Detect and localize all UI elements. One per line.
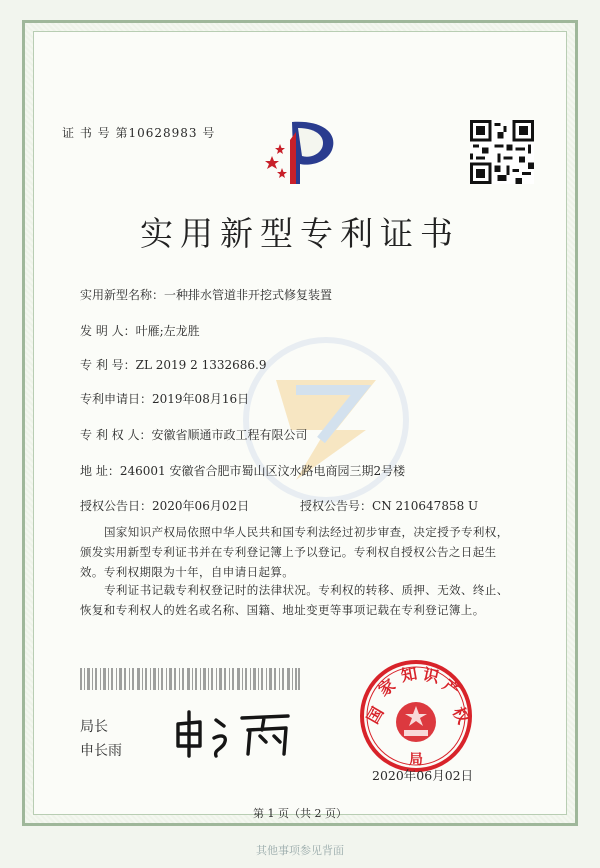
qr-code-icon <box>470 120 534 184</box>
grant-number-row <box>300 497 478 514</box>
director-title: 局长 <box>80 719 108 735</box>
field-value: 2019年08月16日 <box>152 392 250 406</box>
field-value: 安徽省顺通市政工程有限公司 <box>151 428 308 442</box>
field-value: 一种排水管道非开挖式修复装置 <box>164 288 333 302</box>
svg-text:知: 知 <box>399 663 419 686</box>
field-inventor <box>80 322 200 339</box>
field-label: 专利申请日： <box>80 392 153 406</box>
grant-number-label: 授权公告号： <box>300 499 373 513</box>
grant-date-label: 授权公告日： <box>80 499 153 513</box>
footer-note: 其他事项参见背面 <box>256 844 344 857</box>
director-name: 申长雨 <box>80 743 122 759</box>
grant-number-value: CN 210647858 U <box>372 499 479 513</box>
svg-text:产: 产 <box>439 675 464 701</box>
svg-text:局: 局 <box>409 752 423 768</box>
field-value: 246001 安徽省合肥市蜀山区汶水路电商园三期2号楼 <box>119 464 406 478</box>
field-value: 叶雁;左龙胜 <box>135 324 200 338</box>
barcode-icon <box>80 668 300 690</box>
issue-date: 2020年06月02日 <box>372 768 474 783</box>
svg-text:家: 家 <box>374 675 399 700</box>
declaration-paragraph-1: 国家知识产权局依照中华人民共和国专利法经过初步审查，决定授予专利权，颁发实用新型专利证书并在专利登记簿上予以登记。专利权自授权公告之日起生效。专利权期限为十年，自申请日起算。 <box>80 525 509 579</box>
grant-date-row <box>80 497 249 514</box>
field-address <box>80 462 405 479</box>
field-label: 实用新型名称： <box>80 288 165 302</box>
field-label: 专 利 权 人： <box>80 428 152 442</box>
page-number: 第 1 页（共 2 页） <box>253 807 347 820</box>
field-patent-number <box>80 356 266 373</box>
field-utility-model-name <box>80 286 332 303</box>
director-signature <box>170 706 300 760</box>
certificate-number: 证 书 号 第10628983 号 <box>62 126 216 140</box>
field-patentee <box>80 426 307 443</box>
svg-text:识: 识 <box>421 664 441 687</box>
svg-text:国: 国 <box>363 703 388 727</box>
official-seal <box>358 658 474 774</box>
page-title: 实用新型专利证书 <box>140 214 460 253</box>
declaration-paragraph-2: 专利证书记载专利权登记时的法律状况。专利权的转移、质押、无效、终止、恢复和专利权人的姓名或名称、国籍、地址变更等事项记载在专利登记簿上。 <box>80 583 509 617</box>
field-label: 发 明 人： <box>80 324 136 338</box>
field-value: ZL 2019 2 1332686.9 <box>135 358 267 372</box>
field-label: 专 利 号： <box>80 358 136 372</box>
cnipa-logo-icon <box>262 112 342 192</box>
grant-date-value: 2020年06月02日 <box>152 499 250 513</box>
field-application-date <box>80 390 249 407</box>
field-label: 地 址： <box>80 464 120 478</box>
svg-text:权: 权 <box>448 703 474 727</box>
